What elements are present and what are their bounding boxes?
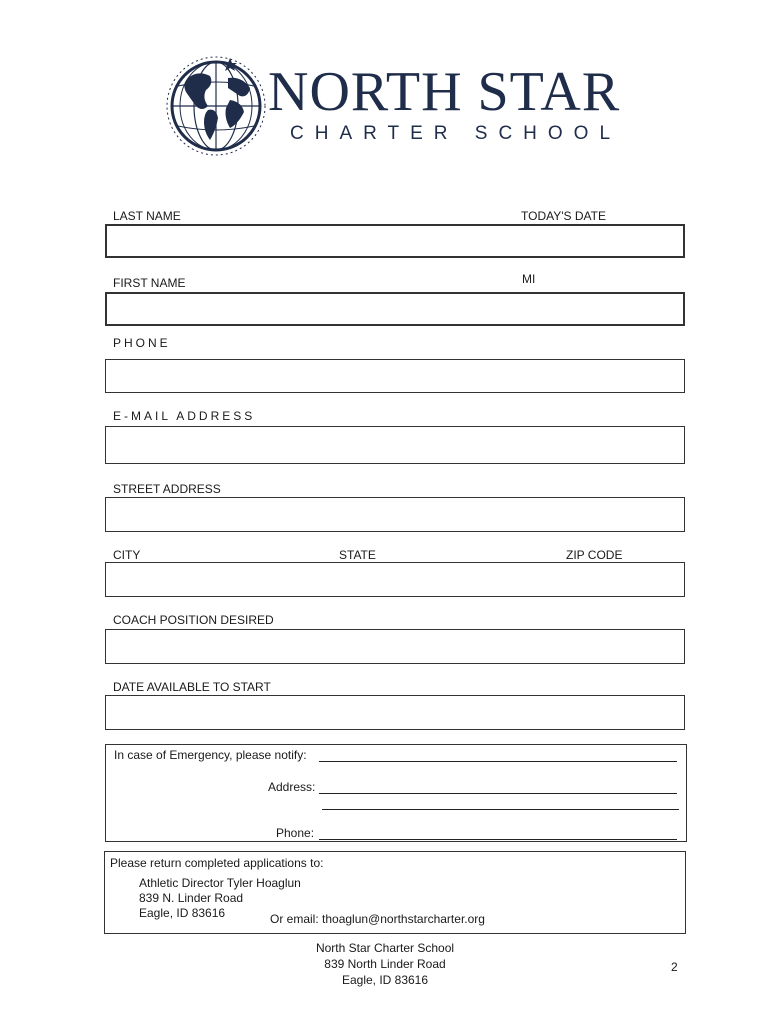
email-label: E-MAIL ADDRESS — [113, 409, 256, 423]
footer-street: 839 North Linder Road — [324, 957, 446, 971]
emergency-phone-label: Phone: — [276, 826, 315, 840]
city-label: CITY — [113, 548, 141, 562]
coach-position-label: COACH POSITION DESIRED — [113, 613, 274, 627]
emergency-notify-label: In case of Emergency, please notify: — [114, 748, 307, 762]
mi-label: MI — [522, 272, 536, 286]
zip-code-label: ZIP CODE — [566, 548, 623, 562]
emergency-phone-line[interactable] — [319, 839, 677, 840]
emergency-address-line-1[interactable] — [319, 793, 677, 794]
logo-name: NORTH STAR — [268, 61, 621, 123]
coach-position-field[interactable] — [105, 629, 685, 664]
footer-city: Eagle, ID 83616 — [341, 973, 429, 987]
last-name-field[interactable] — [105, 224, 685, 258]
emergency-address-label: Address: — [268, 780, 316, 794]
first-name-label: FIRST NAME — [113, 276, 186, 290]
street-address-label: STREET ADDRESS — [113, 482, 221, 496]
return-director: Athletic Director Tyler Hoaglun — [139, 876, 301, 890]
emergency-address-line-2[interactable] — [322, 809, 679, 810]
return-email: Or email: thoaglun@northstarcharter.org — [270, 912, 485, 926]
date-available-field[interactable] — [105, 695, 685, 730]
email-field[interactable] — [105, 426, 685, 464]
todays-date-label: TODAY'S DATE — [521, 209, 606, 223]
phone-field[interactable] — [105, 359, 685, 393]
city-state-zip-field[interactable] — [105, 562, 685, 597]
street-address-field[interactable] — [105, 497, 685, 532]
return-heading: Please return completed applications to: — [110, 856, 324, 870]
footer-school-name: North Star Charter School — [315, 941, 455, 955]
globe-icon — [158, 48, 270, 160]
return-street: 839 N. Linder Road — [139, 891, 244, 905]
state-label: STATE — [339, 548, 376, 562]
first-name-field[interactable] — [105, 292, 685, 326]
return-city: Eagle, ID 83616 — [139, 906, 226, 920]
logo-subtitle: CHARTER SCHOOL — [290, 123, 622, 144]
school-logo — [158, 48, 628, 163]
date-available-label: DATE AVAILABLE TO START — [113, 680, 271, 694]
last-name-label: LAST NAME — [113, 209, 181, 223]
page-number: 2 — [671, 960, 678, 974]
phone-label: PHONE — [113, 336, 171, 350]
emergency-name-line[interactable] — [319, 761, 677, 762]
